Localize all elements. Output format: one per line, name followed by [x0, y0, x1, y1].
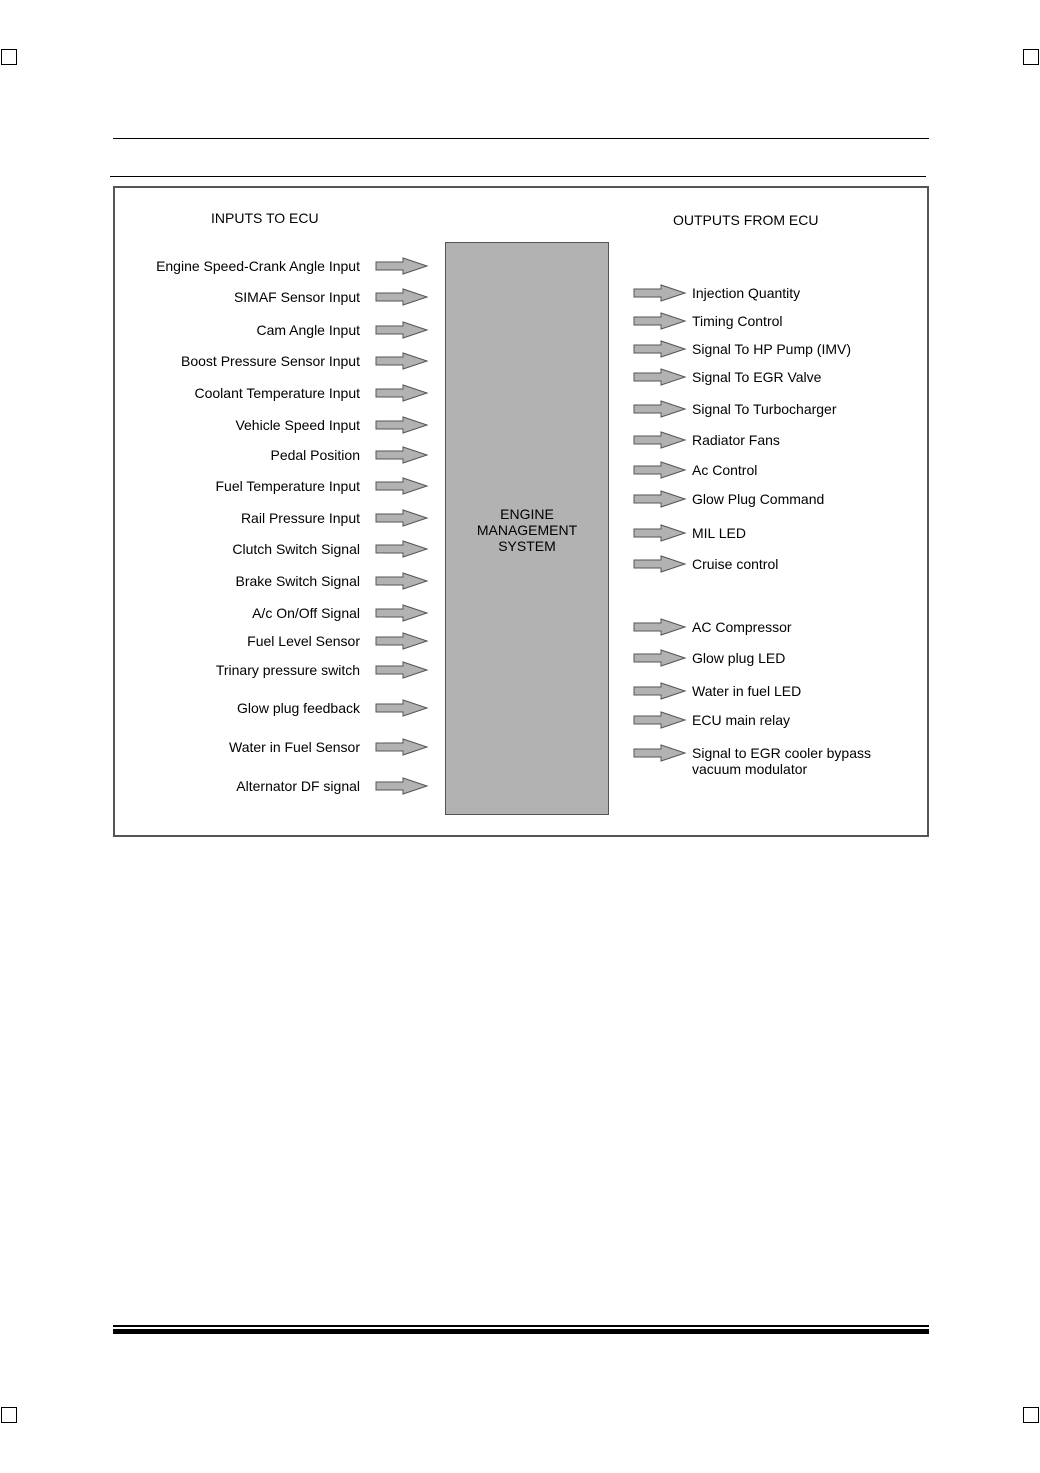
output-arrow [633, 555, 687, 573]
input-label: Water in Fuel Sensor [229, 739, 360, 755]
input-label: Coolant Temperature Input [194, 385, 360, 401]
output-arrow [633, 524, 687, 542]
output-arrow [633, 400, 687, 418]
input-arrow [375, 477, 429, 495]
output-arrow [633, 649, 687, 667]
ems-label-line-1: ENGINE [500, 506, 554, 522]
output-label: Signal To HP Pump (IMV) [692, 341, 851, 357]
input-label: Clutch Switch Signal [232, 541, 360, 557]
ems-label-line-3: SYSTEM [498, 538, 556, 554]
output-label: Injection Quantity [692, 285, 801, 301]
header-rule-top [113, 138, 929, 139]
output-label: Signal To EGR Valve [692, 369, 822, 385]
input-arrow [375, 738, 429, 756]
input-label: Brake Switch Signal [235, 573, 360, 589]
corner-mark-top-right [1023, 49, 1039, 65]
input-label: SIMAF Sensor Input [233, 289, 360, 305]
output-label: AC Compressor [692, 619, 792, 635]
output-label: Radiator Fans [692, 432, 780, 448]
output-label: Timing Control [692, 313, 783, 329]
input-arrow [375, 572, 429, 590]
input-arrow [375, 446, 429, 464]
input-arrow [375, 604, 429, 622]
input-label: Fuel Temperature Input [215, 478, 360, 494]
output-arrow [633, 284, 687, 302]
output-arrow [633, 312, 687, 330]
output-arrow [633, 490, 687, 508]
footer-rule-thick [113, 1329, 929, 1334]
input-label: Alternator DF signal [236, 778, 360, 794]
output-arrow [633, 340, 687, 358]
output-label: ECU main relay [692, 712, 791, 728]
input-arrow [375, 777, 429, 795]
output-arrow [633, 431, 687, 449]
outputs-heading: OUTPUTS FROM ECU [673, 212, 819, 228]
input-label: Rail Pressure Input [240, 510, 360, 526]
ems-label-line-2: MANAGEMENT [476, 522, 578, 538]
input-arrow [375, 384, 429, 402]
output-arrow [633, 682, 687, 700]
output-arrow [633, 744, 687, 762]
input-arrow [375, 540, 429, 558]
output-arrow [633, 461, 687, 479]
output-label: Signal To Turbocharger [692, 401, 837, 417]
input-arrow [375, 509, 429, 527]
input-label: Trinary pressure switch [215, 662, 360, 678]
input-label: Boost Pressure Sensor Input [181, 353, 360, 369]
input-arrow [375, 321, 429, 339]
output-label: Glow plug LED [692, 650, 786, 666]
input-arrow [375, 257, 429, 275]
output-arrow [633, 618, 687, 636]
output-arrow [633, 711, 687, 729]
header-rule-bottom [110, 176, 926, 177]
output-arrow [633, 368, 687, 386]
input-label: A/c On/Off Signal [252, 605, 360, 621]
engine-management-system-label [445, 506, 609, 554]
input-arrow [375, 661, 429, 679]
output-label: Glow Plug Command [692, 491, 825, 507]
corner-mark-bottom-right [1023, 1407, 1039, 1423]
output-label: Signal to EGR cooler bypass vacuum modulator [692, 745, 871, 777]
inputs-heading: INPUTS TO ECU [211, 210, 319, 226]
input-label: Vehicle Speed Input [235, 417, 360, 433]
input-arrow [375, 699, 429, 717]
output-label: Ac Control [692, 462, 758, 478]
output-label: Cruise control [692, 556, 779, 572]
input-arrow [375, 288, 429, 306]
input-arrow [375, 352, 429, 370]
output-label: Water in fuel LED [692, 683, 802, 699]
corner-mark-bottom-left [1, 1407, 17, 1423]
input-label: Engine Speed-Crank Angle Input [156, 258, 360, 274]
footer-rule-thin [113, 1325, 929, 1327]
input-arrow [375, 632, 429, 650]
input-label: Pedal Position [270, 447, 360, 463]
input-label: Fuel Level Sensor [247, 633, 360, 649]
corner-mark-top-left [1, 49, 17, 65]
input-label: Cam Angle Input [256, 322, 360, 338]
output-label: MIL LED [692, 525, 746, 541]
input-label: Glow plug feedback [237, 700, 360, 716]
input-arrow [375, 416, 429, 434]
